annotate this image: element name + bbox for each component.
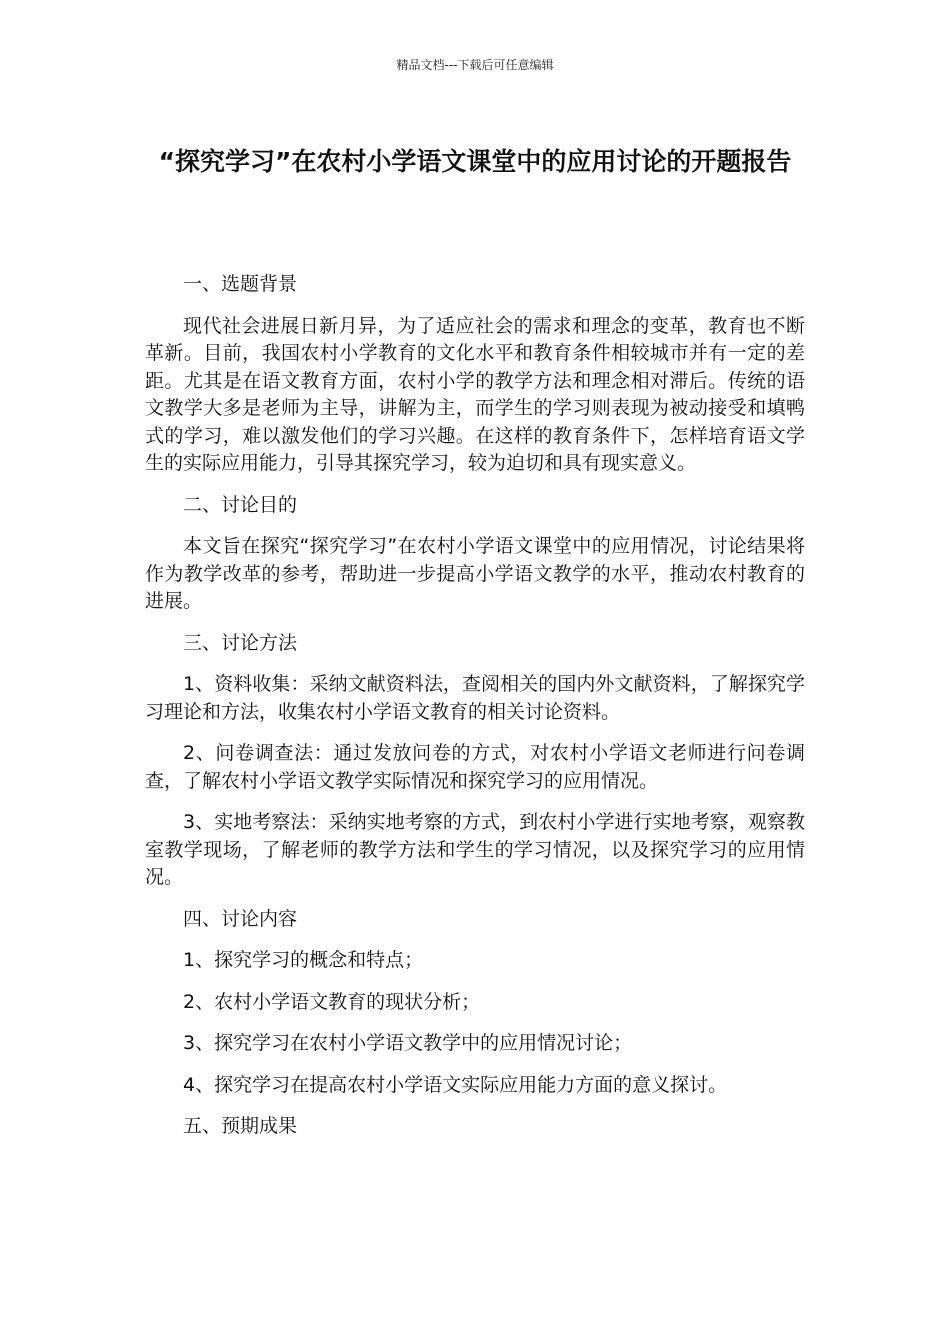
document-body bbox=[145, 271, 805, 1155]
section-heading-background: 一、选题背景 bbox=[183, 273, 298, 295]
paragraph-background: 现代社会进展日新月异，为了适应社会的需求和理念的变革，教育也不断革新。目前，我国农村小学教育的文化水平和教育条件相较城市并有一定的差距。尤其是在语文教育方面，农村小学的教学方法和理念相对滞后。传统的语文教学大多是老师为主导，讲解为主，而学生的学习则表现为被动接受和填鸭式的学习，难以激发他们的学习兴趣。在这样的教育条件下，怎样培育语文学生的实际应用能力，引导其探究学习，较为迫切和具有现实意义。 bbox=[145, 314, 805, 474]
paragraph-method-survey: 2、问卷调查法：通过发放问卷的方式，对农村小学语文老师进行问卷调查，了解农村小学语文教学实际情况和探究学习的应用情况。 bbox=[145, 742, 805, 792]
section-heading-expected-results: 五、预期成果 bbox=[183, 1115, 298, 1137]
list-item-content-4: 4、探究学习在提高农村小学语文实际应用能力方面的意义探讨。 bbox=[183, 1073, 728, 1096]
list-item-content-2: 2、农村小学语文教育的现状分析； bbox=[183, 990, 481, 1013]
list-item-content-3: 3、探究学习在农村小学语文教学中的应用情况讨论； bbox=[183, 1032, 633, 1054]
list-item-content-1: 1、探究学习的概念和特点； bbox=[183, 949, 424, 971]
section-heading-content: 四、讨论内容 bbox=[183, 907, 298, 930]
paragraph-method-fieldwork: 3、实地考察法：采纳实地考察的方式，到农村小学进行实地考察，观察教室教学现场，了解老师的教学方法和学生的学习情况，以及探究学习的应用情况。 bbox=[145, 811, 805, 888]
paragraph-purpose: 本文旨在探究“探究学习”在农村小学语文课堂中的应用情况，讨论结果将作为教学改革的参考，帮助进一步提高小学语文教学的水平，推动农村教育的进展。 bbox=[145, 535, 805, 612]
section-heading-methods: 三、讨论方法 bbox=[183, 631, 298, 654]
document-title: “探究学习”在农村小学语文课堂中的应用讨论的开题报告 bbox=[158, 147, 792, 176]
section-heading-purpose: 二、讨论目的 bbox=[183, 493, 298, 516]
page-header-watermark: 精品文档---下载后可任意编辑 bbox=[396, 58, 554, 72]
paragraph-method-literature: 1、资料收集：采纳文献资料法，查阅相关的国内外文献资料，了解探究学习理论和方法，收集农村小学语文教育的相关讨论资料。 bbox=[145, 673, 805, 723]
